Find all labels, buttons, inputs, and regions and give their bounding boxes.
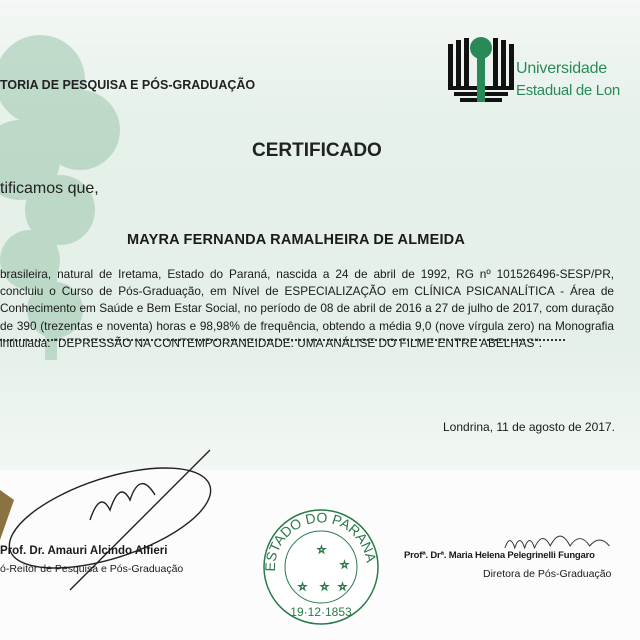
- svg-text:☆: ☆: [317, 545, 326, 556]
- office-header: TORIA DE PESQUISA E PÓS-GRADUAÇÃO: [0, 78, 256, 92]
- seal-date: 19·12·1853: [290, 605, 352, 619]
- university-name: [516, 58, 638, 102]
- seal-top-text: ESTADO DO PARANÁ: [262, 509, 380, 572]
- svg-text:☆: ☆: [338, 582, 347, 593]
- issue-date: Londrina, 11 de agosto de 2017.: [443, 420, 615, 434]
- svg-text:☆: ☆: [320, 582, 329, 593]
- state-seal-icon: [262, 508, 380, 626]
- svg-text:☆: ☆: [340, 560, 349, 571]
- certificate-body: brasileira, natural de Iretama, Estado do Paraná, nascida a 24 de abril de 1992, RG nº 101526496-SESP/PR, concluiu o Curso de Pós-Graduação, em Nível de ESPECIALIZAÇÃO em CLÍNICA PSICANALÍTICA - Área de Conhecimento em Saúde e Bem Estar Social, no período de 08 de abril de 2016 a 27 de julho de 2017, com duração de 390 (trezentas e noventa) horas e 98,98% de frequência, obtendo a média 9,0 (nove vírgula zero) na Monografia intitulada: "DEPRESSÃO NA CONTEMPORANEIDADE: UMA ANÁLISE DO FILME ENTRE ABELHAS".: [0, 267, 614, 350]
- intro-text: tificamos que,: [0, 180, 99, 197]
- svg-text:☆: ☆: [298, 582, 307, 593]
- signer-1-name: Prof. Dr. Amauri Alcindo Alfieri: [0, 545, 168, 557]
- signer-2-name: Profª. Drª. Maria Helena Pelegrinelli Fungaro: [404, 550, 595, 561]
- university-line1: Universidade: [516, 60, 607, 77]
- certificate-title: CERTIFICADO: [252, 140, 382, 161]
- university-logo-icon: [448, 36, 514, 102]
- recipient-name: MAYRA FERNANDA RAMALHEIRA DE ALMEIDA: [127, 232, 466, 248]
- signer-2-role: Diretora de Pós-Graduação: [483, 568, 612, 580]
- university-line2: Estadual de Lon: [516, 82, 620, 99]
- dotted-divider: [0, 339, 565, 341]
- signer-1-role: ó-Reitor de Pesquisa e Pós-Graduação: [0, 563, 184, 575]
